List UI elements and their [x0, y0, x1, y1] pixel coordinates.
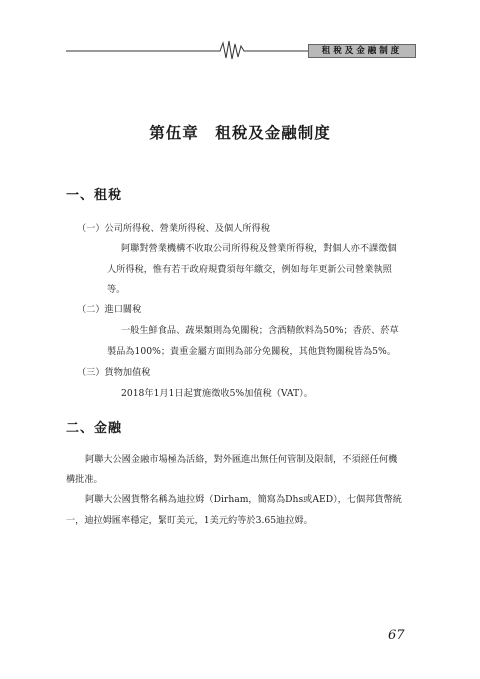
chapter-title: 第伍章 租稅及金融制度 — [149, 123, 331, 142]
page-number: 67 — [388, 628, 405, 643]
subsection-label-vat: （三）貨物加值稅 — [77, 367, 151, 378]
subsection-label-import-duty: （二）進口關稅 — [77, 304, 142, 315]
section-heading-tax: 一、租稅 — [66, 188, 123, 203]
section-heading-finance: 二、金融 — [66, 421, 123, 436]
paragraph-line: 阿聯大公國金融市場極為活絡，對外匯進出無任何管制及限制，不須經任何機 — [85, 454, 398, 465]
paragraph-line: 等。 — [107, 284, 126, 295]
paragraph-line: 一般生鮮食品、蔬果類則為免關稅；含酒精飲料為50%；香菸、菸草 — [121, 325, 399, 336]
paragraph-line: 阿聯大公國貨幣名稱為迪拉姆（Dirham，簡寫為Dhs或AED），七個邦貨幣統 — [85, 494, 402, 505]
running-header — [66, 38, 416, 62]
paragraph-line: 一，迪拉姆匯率穩定，緊盯美元，1美元約等於3.65迪拉姆。 — [66, 515, 313, 526]
paragraph-line: 人所得稅，惟有若干政府規費須每年繳交，例如每年更新公司營業執照 — [107, 264, 392, 275]
paragraph-line: 2018年1月1日起實施徵收5%加值稅（VAT）。 — [121, 388, 313, 399]
paragraph-line: 阿聯對營業機構不收取公司所得稅及營業所得稅，對個人亦不課徵個 — [121, 243, 397, 254]
subsection-label-income-tax: （一）公司所得稅、營業所得稅、及個人所得稅 — [77, 223, 270, 234]
paragraph-line: 構批准。 — [66, 474, 103, 485]
paragraph-line: 製品為100%；貴重金屬方面則為部分免關稅，其他貨物關稅皆為5%。 — [107, 346, 396, 357]
running-title: 租稅及金融制度 — [308, 44, 416, 58]
